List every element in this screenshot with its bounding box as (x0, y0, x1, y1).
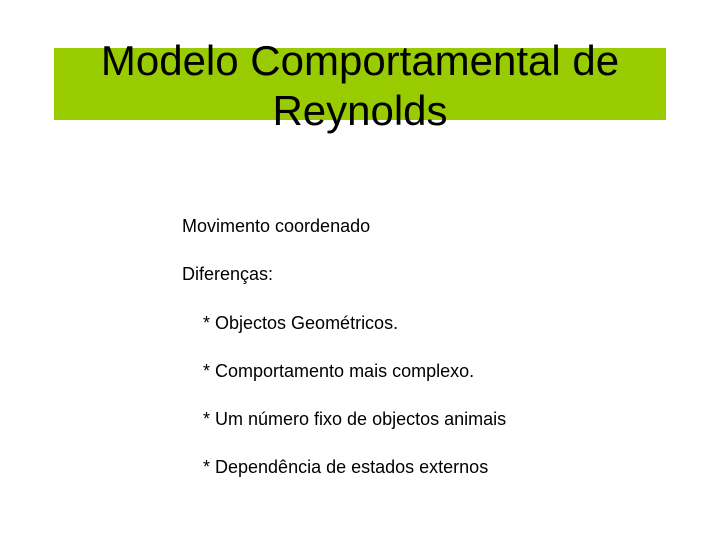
bullet-numero-fixo: * Um número fixo de objectos animais (203, 409, 507, 429)
bullet-comportamento: * Comportamento mais complexo. (203, 361, 475, 381)
bullet-dependencia: * Dependência de estados externos (203, 457, 489, 477)
slide-title-line-2: Reynolds (272, 87, 448, 134)
bullet-objectos-geometricos: * Objectos Geométricos. (203, 313, 399, 333)
body-line-movimento: Movimento coordenado (182, 216, 371, 236)
body-line-diferencas: Diferenças: (182, 264, 274, 284)
slide-title-line-1: Modelo Comportamental de (100, 37, 620, 84)
slide-title (0, 36, 720, 136)
